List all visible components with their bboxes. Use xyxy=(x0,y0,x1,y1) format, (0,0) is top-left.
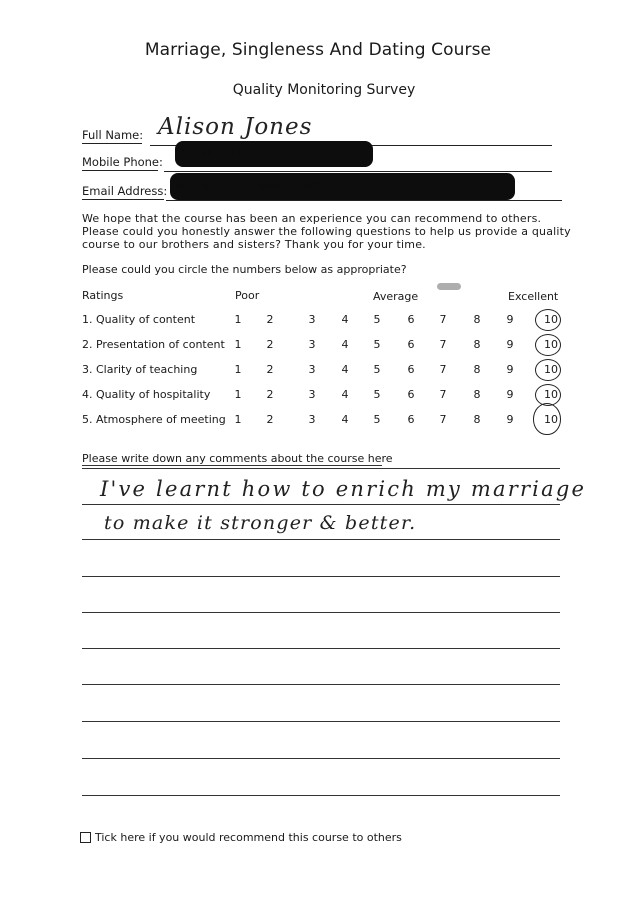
full-name-label: Full Name: xyxy=(82,128,144,142)
scale-poor-label: Poor xyxy=(235,289,260,302)
rating-option-8[interactable]: 8 xyxy=(473,363,481,376)
rating-option-4[interactable]: 4 xyxy=(341,338,349,351)
rating-option-9[interactable]: 9 xyxy=(506,388,514,401)
email-label: Email Address: xyxy=(82,184,168,198)
rating-option-10[interactable]: 10 xyxy=(544,413,558,426)
rating-option-7[interactable]: 7 xyxy=(439,363,447,376)
rating-option-5[interactable]: 5 xyxy=(373,388,381,401)
rating-row-atmosphere-of-meeting xyxy=(0,413,636,429)
rating-option-7[interactable]: 7 xyxy=(439,413,447,426)
scale-excellent-label: Excellent xyxy=(508,290,559,303)
rating-row-quality-of-content xyxy=(0,313,636,329)
mobile-phone-redaction xyxy=(175,141,373,167)
selected-rating-circle xyxy=(535,334,561,356)
rating-option-4[interactable]: 4 xyxy=(341,388,349,401)
rating-option-6[interactable]: 6 xyxy=(407,338,415,351)
form-subtitle: Quality Monitoring Survey xyxy=(232,82,416,98)
rating-option-1[interactable]: 1 xyxy=(234,313,242,326)
rating-option-4[interactable]: 4 xyxy=(341,313,349,326)
comment-line xyxy=(82,612,560,613)
rating-row-presentation-of-content xyxy=(0,338,636,354)
instruction-text: Please could you circle the numbers below as appropriate? xyxy=(82,263,407,276)
comment-line xyxy=(82,721,560,722)
rating-option-6[interactable]: 6 xyxy=(407,413,415,426)
mobile-phone-field[interactable]: 07791 264 890 xyxy=(181,148,258,159)
rating-option-5[interactable]: 5 xyxy=(373,313,381,326)
rating-option-2[interactable]: 2 xyxy=(266,338,274,351)
rating-option-8[interactable]: 8 xyxy=(473,388,481,401)
rating-option-10[interactable]: 10 xyxy=(544,338,558,351)
rating-option-4[interactable]: 4 xyxy=(341,413,349,426)
rating-row-quality-of-hospitality xyxy=(0,388,636,404)
rating-option-2[interactable]: 2 xyxy=(266,313,274,326)
selected-rating-circle xyxy=(535,359,561,381)
full-name-field[interactable]: Alison Jones xyxy=(158,114,313,140)
rating-label: 4. Quality of hospitality xyxy=(82,388,211,401)
rating-option-5[interactable]: 5 xyxy=(373,338,381,351)
rating-option-6[interactable]: 6 xyxy=(407,388,415,401)
rating-option-1[interactable]: 1 xyxy=(234,388,242,401)
comment-line xyxy=(82,539,560,540)
rating-option-8[interactable]: 8 xyxy=(473,313,481,326)
rating-option-1[interactable]: 1 xyxy=(234,338,242,351)
rating-row-clarity-of-teaching xyxy=(0,363,636,379)
email-label-underline xyxy=(82,199,164,200)
rating-option-2[interactable]: 2 xyxy=(266,388,274,401)
rating-option-4[interactable]: 4 xyxy=(341,363,349,376)
email-line xyxy=(166,200,562,201)
form-title: Marriage, Singleness And Dating Course xyxy=(144,40,492,60)
rating-option-3[interactable]: 3 xyxy=(308,313,316,326)
email-field[interactable]: alisonjones6187@gmail.com xyxy=(176,180,320,191)
comment-line xyxy=(82,576,560,577)
rating-option-3[interactable]: 3 xyxy=(308,363,316,376)
rating-option-6[interactable]: 6 xyxy=(407,313,415,326)
rating-option-1[interactable]: 1 xyxy=(234,363,242,376)
rating-option-5[interactable]: 5 xyxy=(373,363,381,376)
comments-label: Please write down any comments about the course here xyxy=(82,452,393,465)
comment-line xyxy=(82,648,560,649)
rating-option-7[interactable]: 7 xyxy=(439,388,447,401)
rating-option-3[interactable]: 3 xyxy=(308,388,316,401)
comment-line xyxy=(82,795,560,796)
rating-option-8[interactable]: 8 xyxy=(473,413,481,426)
rating-option-10[interactable]: 10 xyxy=(544,313,558,326)
comment-line xyxy=(82,504,560,505)
rating-option-2[interactable]: 2 xyxy=(266,413,274,426)
comment-line xyxy=(82,468,560,469)
rating-option-1[interactable]: 1 xyxy=(234,413,242,426)
selected-rating-circle xyxy=(535,309,561,331)
rating-label: 2. Presentation of content xyxy=(82,338,225,351)
rating-option-3[interactable]: 3 xyxy=(308,338,316,351)
recommend-checkbox[interactable] xyxy=(80,832,91,843)
email-redaction xyxy=(170,173,515,200)
mobile-phone-label-underline xyxy=(82,170,158,171)
mobile-phone-label: Mobile Phone: xyxy=(82,155,163,169)
rating-option-3[interactable]: 3 xyxy=(308,413,316,426)
comments-label-underline xyxy=(82,465,382,466)
ink-smudge xyxy=(437,283,461,290)
selected-rating-circle xyxy=(533,403,561,435)
comment-handwriting-line2[interactable]: to make it stronger & better. xyxy=(104,512,417,534)
comment-handwriting-line1[interactable]: I've learnt how to enrich my marriage xyxy=(100,477,587,501)
scale-average-label: Average xyxy=(373,290,419,303)
rating-option-6[interactable]: 6 xyxy=(407,363,415,376)
rating-option-7[interactable]: 7 xyxy=(439,313,447,326)
rating-option-8[interactable]: 8 xyxy=(473,338,481,351)
rating-label: 5. Atmosphere of meeting xyxy=(82,413,226,426)
rating-option-9[interactable]: 9 xyxy=(506,338,514,351)
rating-option-2[interactable]: 2 xyxy=(266,363,274,376)
rating-option-10[interactable]: 10 xyxy=(544,388,558,401)
ratings-header: Ratings xyxy=(82,289,124,302)
rating-label: 3. Clarity of teaching xyxy=(82,363,198,376)
comment-line xyxy=(82,684,560,685)
rating-option-5[interactable]: 5 xyxy=(373,413,381,426)
full-name-label-underline xyxy=(82,143,142,144)
intro-text: We hope that the course has been an experience you can recommend to others. Please could you honestly answer the following questions to help us provide a quality course to our brothers and sisters? Thank you for your time. xyxy=(82,212,571,251)
rating-option-10[interactable]: 10 xyxy=(544,363,558,376)
comment-line xyxy=(82,758,560,759)
rating-option-9[interactable]: 9 xyxy=(506,413,514,426)
rating-option-7[interactable]: 7 xyxy=(439,338,447,351)
recommend-label: Tick here if you would recommend this course to others xyxy=(95,831,402,844)
rating-option-9[interactable]: 9 xyxy=(506,313,514,326)
rating-label: 1. Quality of content xyxy=(82,313,196,326)
mobile-phone-line xyxy=(164,171,552,172)
rating-option-9[interactable]: 9 xyxy=(506,363,514,376)
